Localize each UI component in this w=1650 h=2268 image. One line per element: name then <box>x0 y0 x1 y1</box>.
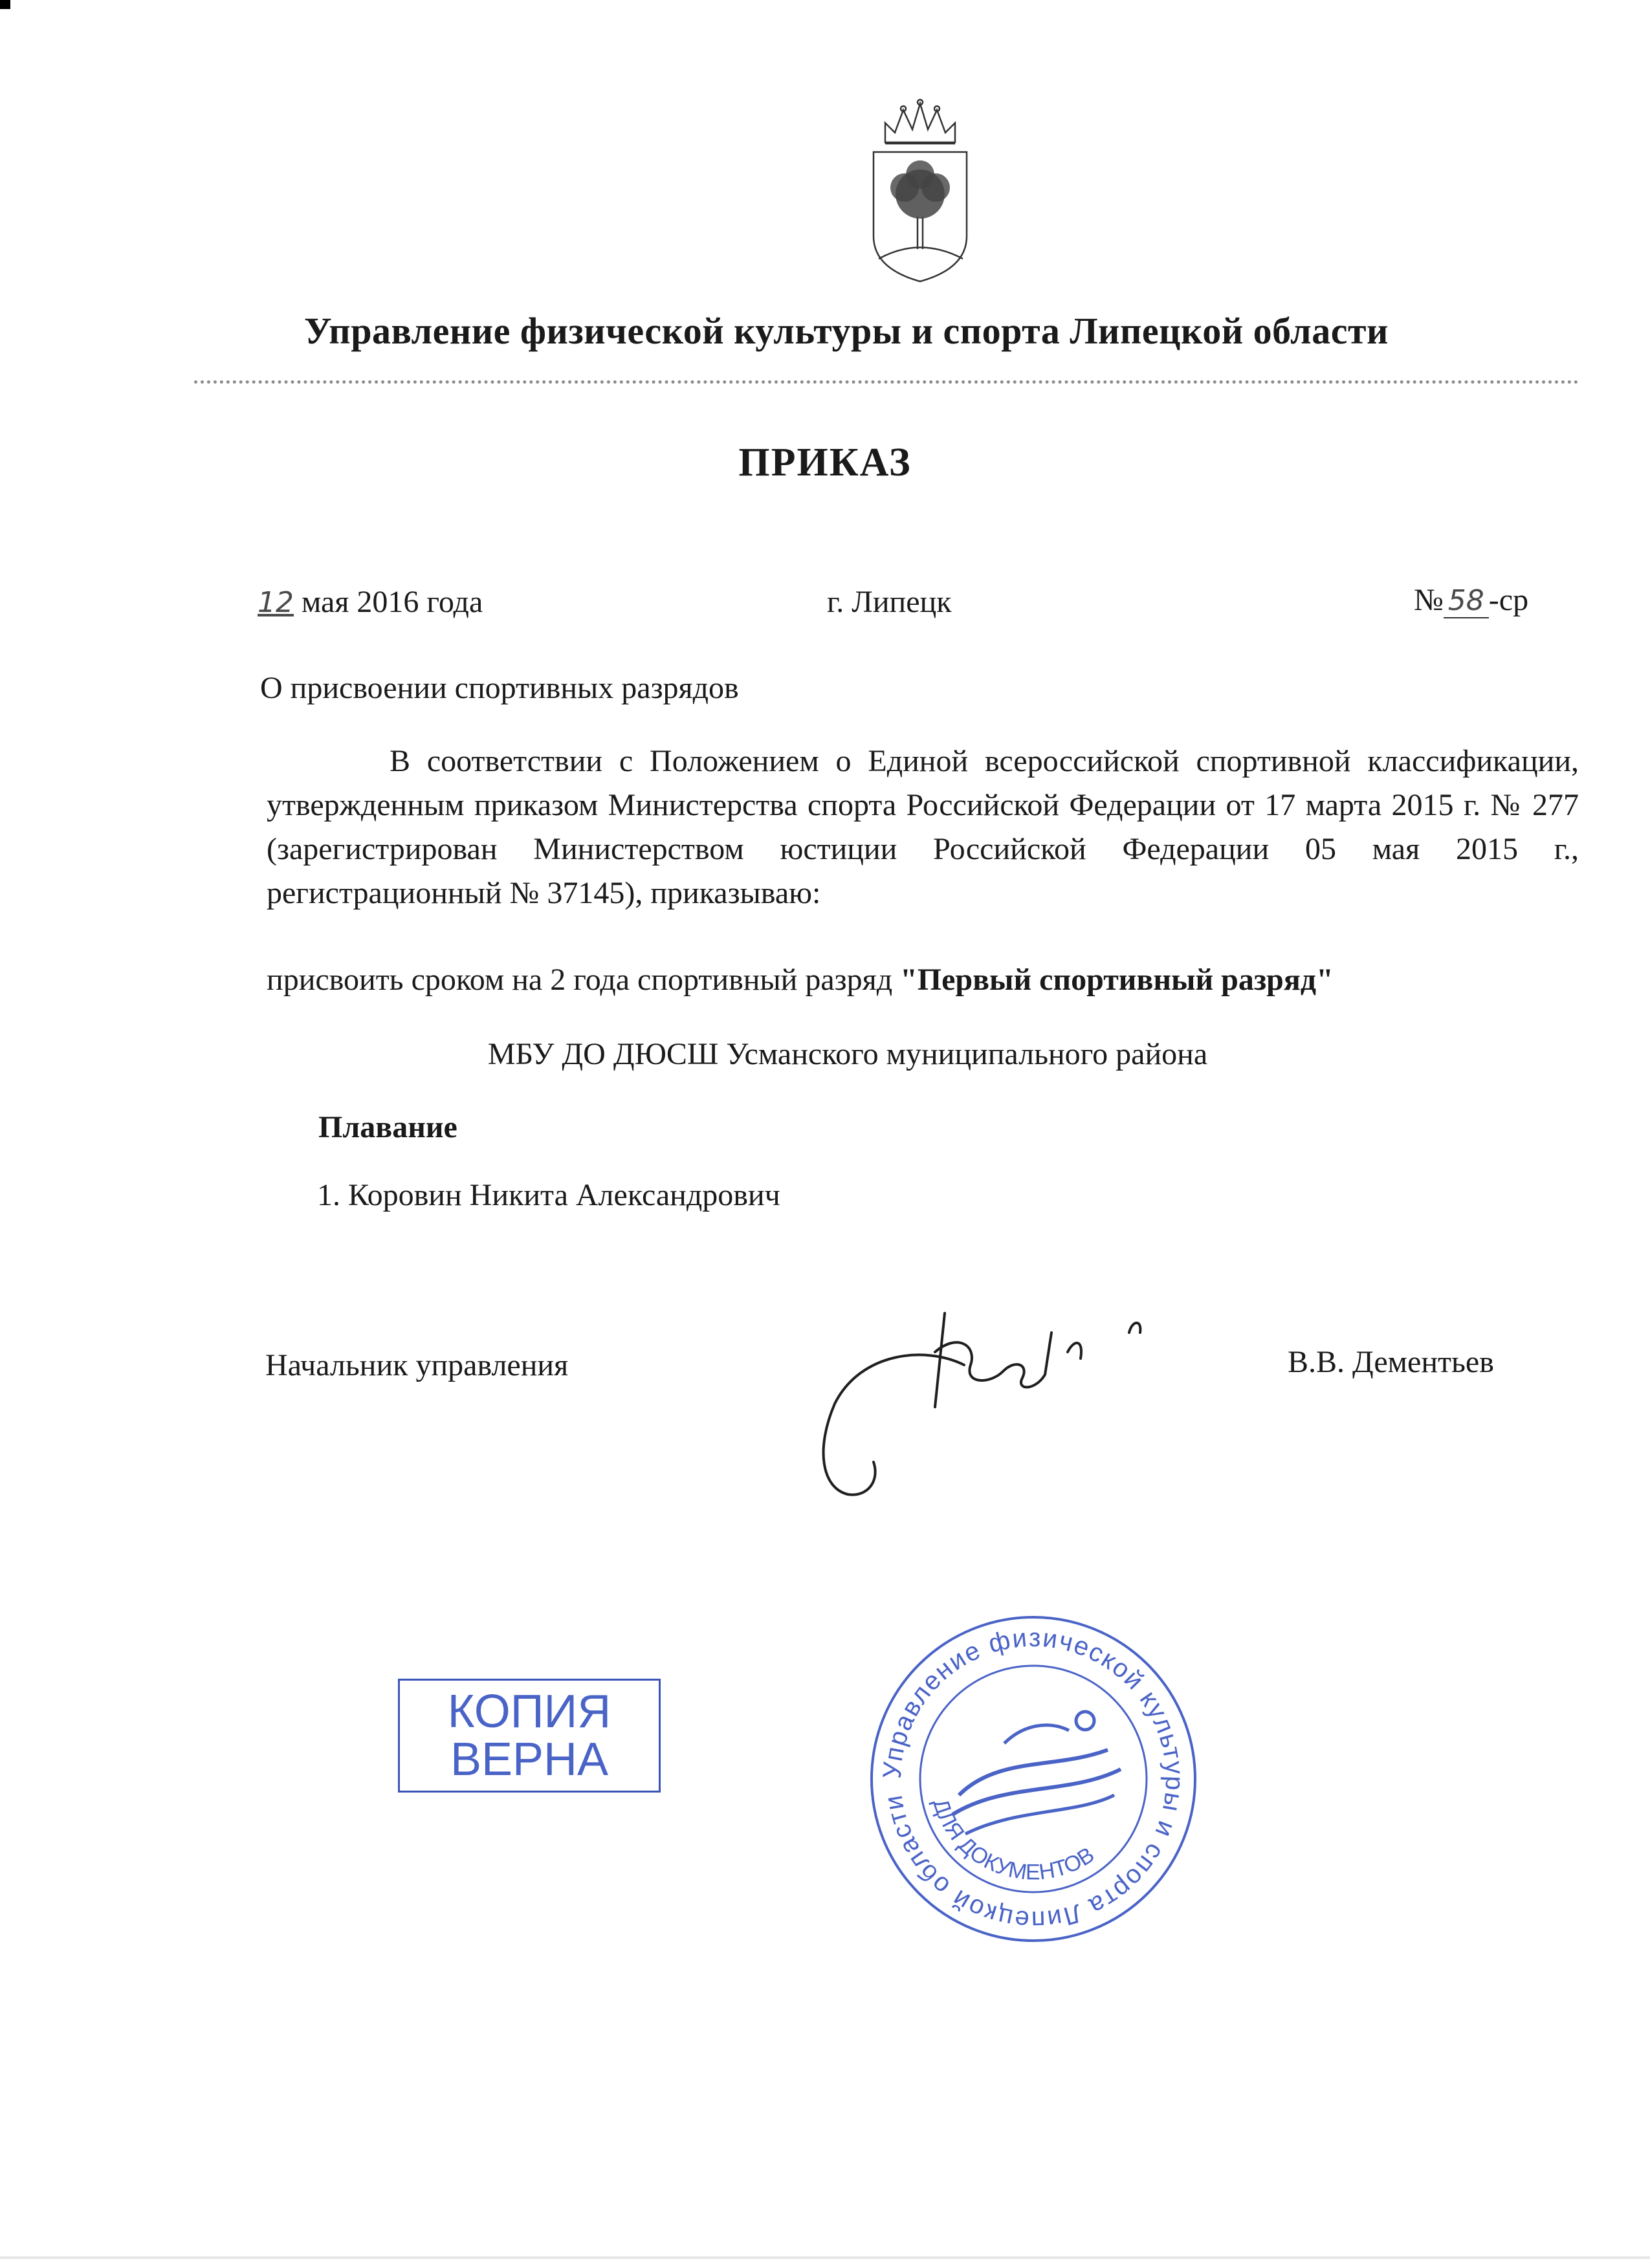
copy-stamp-line2: ВЕРНА <box>450 1734 609 1785</box>
assign-clause <box>267 962 1334 998</box>
signature-scribble <box>796 1294 1184 1507</box>
order-date-rest: мая 2016 года <box>302 585 483 619</box>
copy-certified-stamp <box>398 1679 661 1793</box>
signatory-position: Начальник управления <box>265 1348 569 1382</box>
header-divider <box>194 380 1579 384</box>
scan-bottom-edge <box>0 2256 1650 2259</box>
coat-of-arms-icon <box>866 97 974 285</box>
institution-name: МБУ ДО ДЮСШ Усманского муниципального района <box>487 1037 1208 1071</box>
order-city: г. Липецк <box>827 585 952 619</box>
signatory-name: В.В. Дементьев <box>1288 1345 1494 1379</box>
rank-name: "Первый спортивный разряд" <box>900 963 1334 997</box>
organization-name: Управление физической культуры и спорта Липецкой области <box>304 310 1389 352</box>
seal-inner-text: ДЛЯ ДОКУМЕНТОВ <box>928 1795 1099 1885</box>
athlete-list-item: 1. Коровин Никита Александрович <box>317 1178 780 1212</box>
preamble-paragraph: В соответствии с Положением о Единой всероссийской спортивной классификации, утвержденным приказом Министерства спорта Российской Федерации от 17 марта 2015 г. № 277 (зарегистрирован Министерством юстиции Российской Федерации 05 мая 2015 г., регистрационный № 37145), приказываю: <box>267 744 1579 910</box>
order-number-value: 58 <box>1444 584 1489 618</box>
document-title: ПРИКАЗ <box>738 441 912 485</box>
assign-text: присвоить сроком на 2 года спортивный разряд <box>267 963 901 997</box>
order-number-prefix: № <box>1414 583 1444 617</box>
seal-outer-text: Управление физической культуры и спорта Липецкой области <box>877 1623 1189 1935</box>
order-subject: О присвоении спортивных разрядов <box>260 671 739 705</box>
copy-stamp-line1: КОПИЯ <box>447 1686 611 1738</box>
order-date-day: 12 <box>258 586 294 619</box>
order-date <box>258 584 483 620</box>
official-seal <box>862 1608 1205 1950</box>
scan-corner-mark <box>0 0 10 9</box>
order-number-suffix: -ср <box>1488 583 1529 617</box>
order-number <box>1414 582 1528 618</box>
sport-name: Плавание <box>318 1110 457 1144</box>
